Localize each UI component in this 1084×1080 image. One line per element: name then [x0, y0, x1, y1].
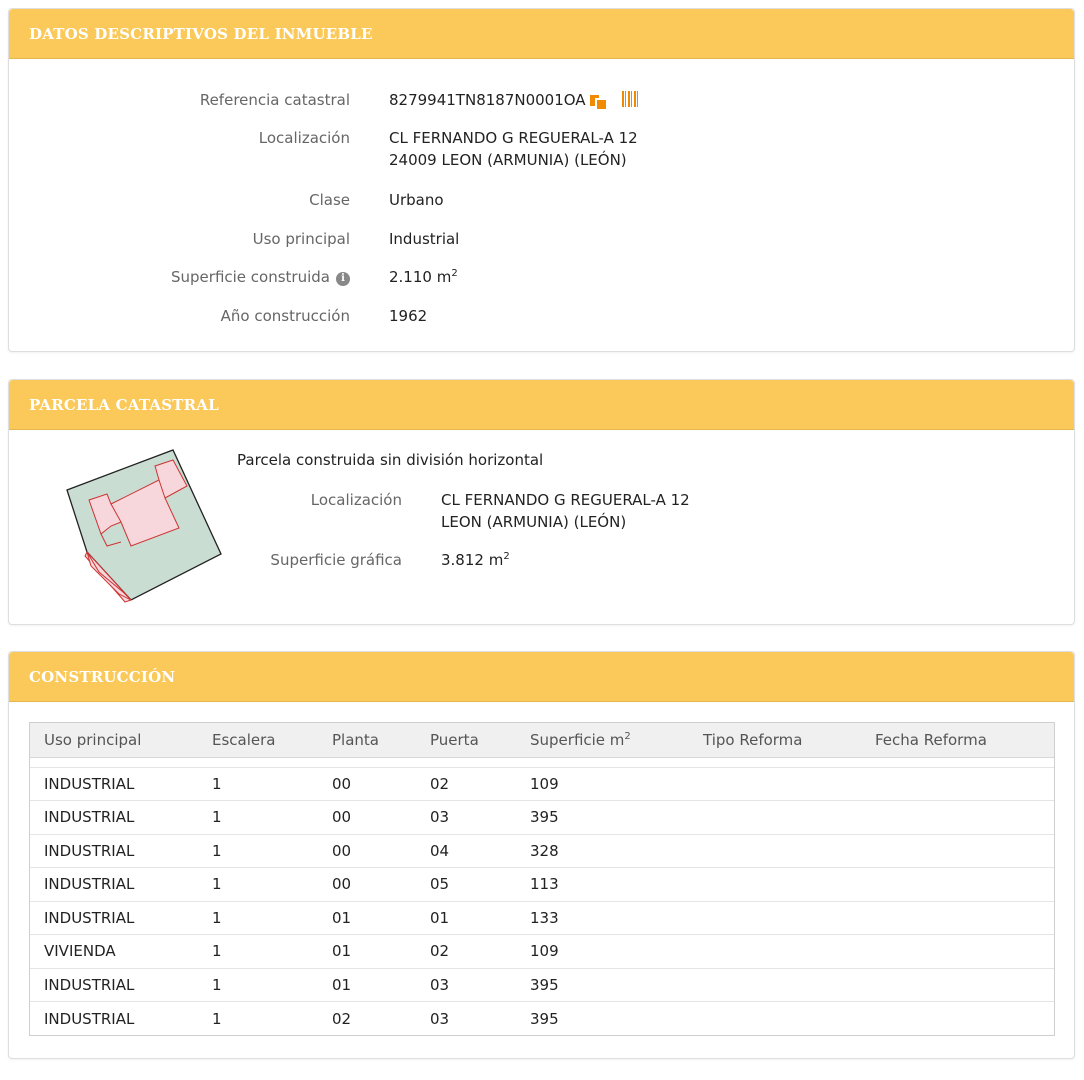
parcela-superficie-exp: 2: [503, 551, 510, 562]
table-row: [30, 1002, 1054, 1036]
cell-puerta: 01: [416, 901, 516, 935]
cell-uso: INDUSTRIAL: [30, 801, 198, 835]
datos-descriptivos-panel: [8, 8, 1075, 352]
table-row: [30, 834, 1054, 868]
construccion-table-wrap: [29, 722, 1055, 1036]
cell-escalera: 1: [198, 834, 318, 868]
localizacion-label: Localización: [258, 129, 350, 147]
clase-label: Clase: [309, 191, 350, 209]
cell-superficie: 109: [516, 767, 689, 801]
cell-fecha-reforma: [861, 834, 1054, 868]
cell-escalera: 1: [198, 901, 318, 935]
anio-label: Año construcción: [220, 307, 350, 325]
cell-fecha-reforma: [861, 901, 1054, 935]
cell-superficie: 395: [530, 1009, 559, 1028]
cell-puerta: 02: [416, 935, 516, 969]
cell-escalera: 1: [198, 801, 318, 835]
cell-planta: 01: [318, 968, 416, 1002]
cell-superficie: 109: [516, 935, 689, 969]
construccion-header: CONSTRUCCIÓN: [9, 652, 1074, 702]
col-puerta: Puerta: [416, 723, 516, 757]
cell-planta: 01: [318, 901, 416, 935]
cell-planta: 00: [318, 868, 416, 902]
cell-fecha-reforma: [861, 935, 1054, 969]
construccion-panel: [8, 651, 1075, 1059]
cell-superficie: 395: [516, 968, 689, 1002]
table-row: [30, 968, 1054, 1002]
cell-puerta: 04: [416, 834, 516, 868]
localizacion-line2: 24009 LEON (ARMUNIA) (LEÓN): [389, 151, 627, 169]
cell-tipo-reforma: [689, 901, 861, 935]
barcode-icon[interactable]: [622, 91, 638, 107]
parcela-superficie-value: 3.812 m: [441, 551, 504, 569]
parcela-panel: [8, 379, 1075, 625]
cell-tipo-reforma: [689, 1002, 861, 1036]
table-row: [30, 868, 1054, 902]
table-row: [30, 767, 1054, 801]
col-fecha-reforma: Fecha Reforma: [861, 723, 1054, 757]
uso-value: Industrial: [389, 230, 460, 248]
cell-planta: 02: [332, 1009, 352, 1028]
parcela-superficie-value-wrap: [441, 549, 510, 571]
cell-puerta: 03: [416, 801, 516, 835]
parcela-localizacion-line1: CL FERNANDO G REGUERAL-A 12: [441, 491, 690, 509]
superficie-value: 2.110 m: [389, 268, 452, 286]
referencia-text: 8279941TN8187N0001OA: [389, 91, 586, 109]
table-row: [30, 801, 1054, 835]
cell-uso: INDUSTRIAL: [30, 868, 198, 902]
cell-tipo-reforma: [689, 801, 861, 835]
col-superficie-label: Superficie m: [530, 730, 625, 749]
parcela-header: PARCELA CATASTRAL: [9, 380, 1074, 430]
parcela-title: Parcela construida sin división horizontal: [237, 451, 544, 469]
cell-planta: 00: [318, 834, 416, 868]
cell-puerta: 02: [416, 767, 516, 801]
uso-label: Uso principal: [252, 230, 350, 248]
cell-planta: 00: [318, 801, 416, 835]
parcela-superficie-label: Superficie gráfica: [270, 551, 402, 569]
cell-uso: INDUSTRIAL: [44, 1009, 135, 1028]
anio-value: 1962: [389, 307, 428, 325]
cell-uso: INDUSTRIAL: [30, 767, 198, 801]
cell-tipo-reforma: [689, 935, 861, 969]
col-superficie-exp: 2: [624, 730, 631, 742]
parcel-map-image[interactable]: [61, 446, 233, 606]
cell-escalera: 1: [212, 1009, 222, 1028]
cell-planta: 00: [318, 767, 416, 801]
cell-tipo-reforma: [689, 868, 861, 902]
col-planta: Planta: [318, 723, 416, 757]
table-header-row: [30, 723, 1054, 757]
cell-fecha-reforma: [861, 801, 1054, 835]
cell-uso: INDUSTRIAL: [30, 968, 198, 1002]
cell-superficie: 133: [516, 901, 689, 935]
clase-value: Urbano: [389, 191, 444, 209]
cell-escalera: 1: [198, 935, 318, 969]
cell-uso: VIVIENDA: [30, 935, 198, 969]
cell-escalera: 1: [198, 868, 318, 902]
superficie-label: Superficie construida: [171, 268, 330, 286]
cell-puerta: 03: [416, 968, 516, 1002]
table-spacer-row: [30, 757, 1054, 767]
parcela-localizacion-line2: LEON (ARMUNIA) (LEÓN): [441, 513, 627, 531]
cell-superficie: 395: [516, 801, 689, 835]
cell-uso: INDUSTRIAL: [30, 834, 198, 868]
col-uso-principal: Uso principal: [30, 723, 198, 757]
cell-planta: 01: [318, 935, 416, 969]
cell-tipo-reforma: [689, 834, 861, 868]
col-tipo-reforma: Tipo Reforma: [689, 723, 861, 757]
col-escalera: Escalera: [198, 723, 318, 757]
construccion-table: [30, 723, 1054, 1035]
table-row: [30, 901, 1054, 935]
superficie-label-wrap: [171, 266, 350, 288]
cell-superficie: 113: [516, 868, 689, 902]
referencia-value: [389, 89, 638, 111]
superficie-value-wrap: [389, 266, 458, 288]
copy-icon[interactable]: [590, 93, 604, 107]
table-row: [30, 935, 1054, 969]
cell-fecha-reforma: [861, 1002, 1054, 1036]
superficie-exp: 2: [451, 268, 458, 279]
cell-superficie: 328: [516, 834, 689, 868]
cell-tipo-reforma: [689, 767, 861, 801]
referencia-label: Referencia catastral: [199, 91, 350, 109]
cell-puerta: 05: [416, 868, 516, 902]
cell-uso: INDUSTRIAL: [30, 901, 198, 935]
info-icon[interactable]: i: [336, 272, 350, 286]
cell-fecha-reforma: [861, 767, 1054, 801]
cell-fecha-reforma: [861, 868, 1054, 902]
cell-puerta: 03: [430, 1009, 450, 1028]
cell-escalera: 1: [198, 968, 318, 1002]
cell-tipo-reforma: [689, 968, 861, 1002]
cell-fecha-reforma: [861, 968, 1054, 1002]
cell-escalera: 1: [198, 767, 318, 801]
parcela-localizacion-label: Localización: [310, 491, 402, 509]
localizacion-line1: CL FERNANDO G REGUERAL-A 12: [389, 129, 638, 147]
datos-descriptivos-header: DATOS DESCRIPTIVOS DEL INMUEBLE: [9, 9, 1074, 59]
col-superficie: [516, 723, 689, 757]
